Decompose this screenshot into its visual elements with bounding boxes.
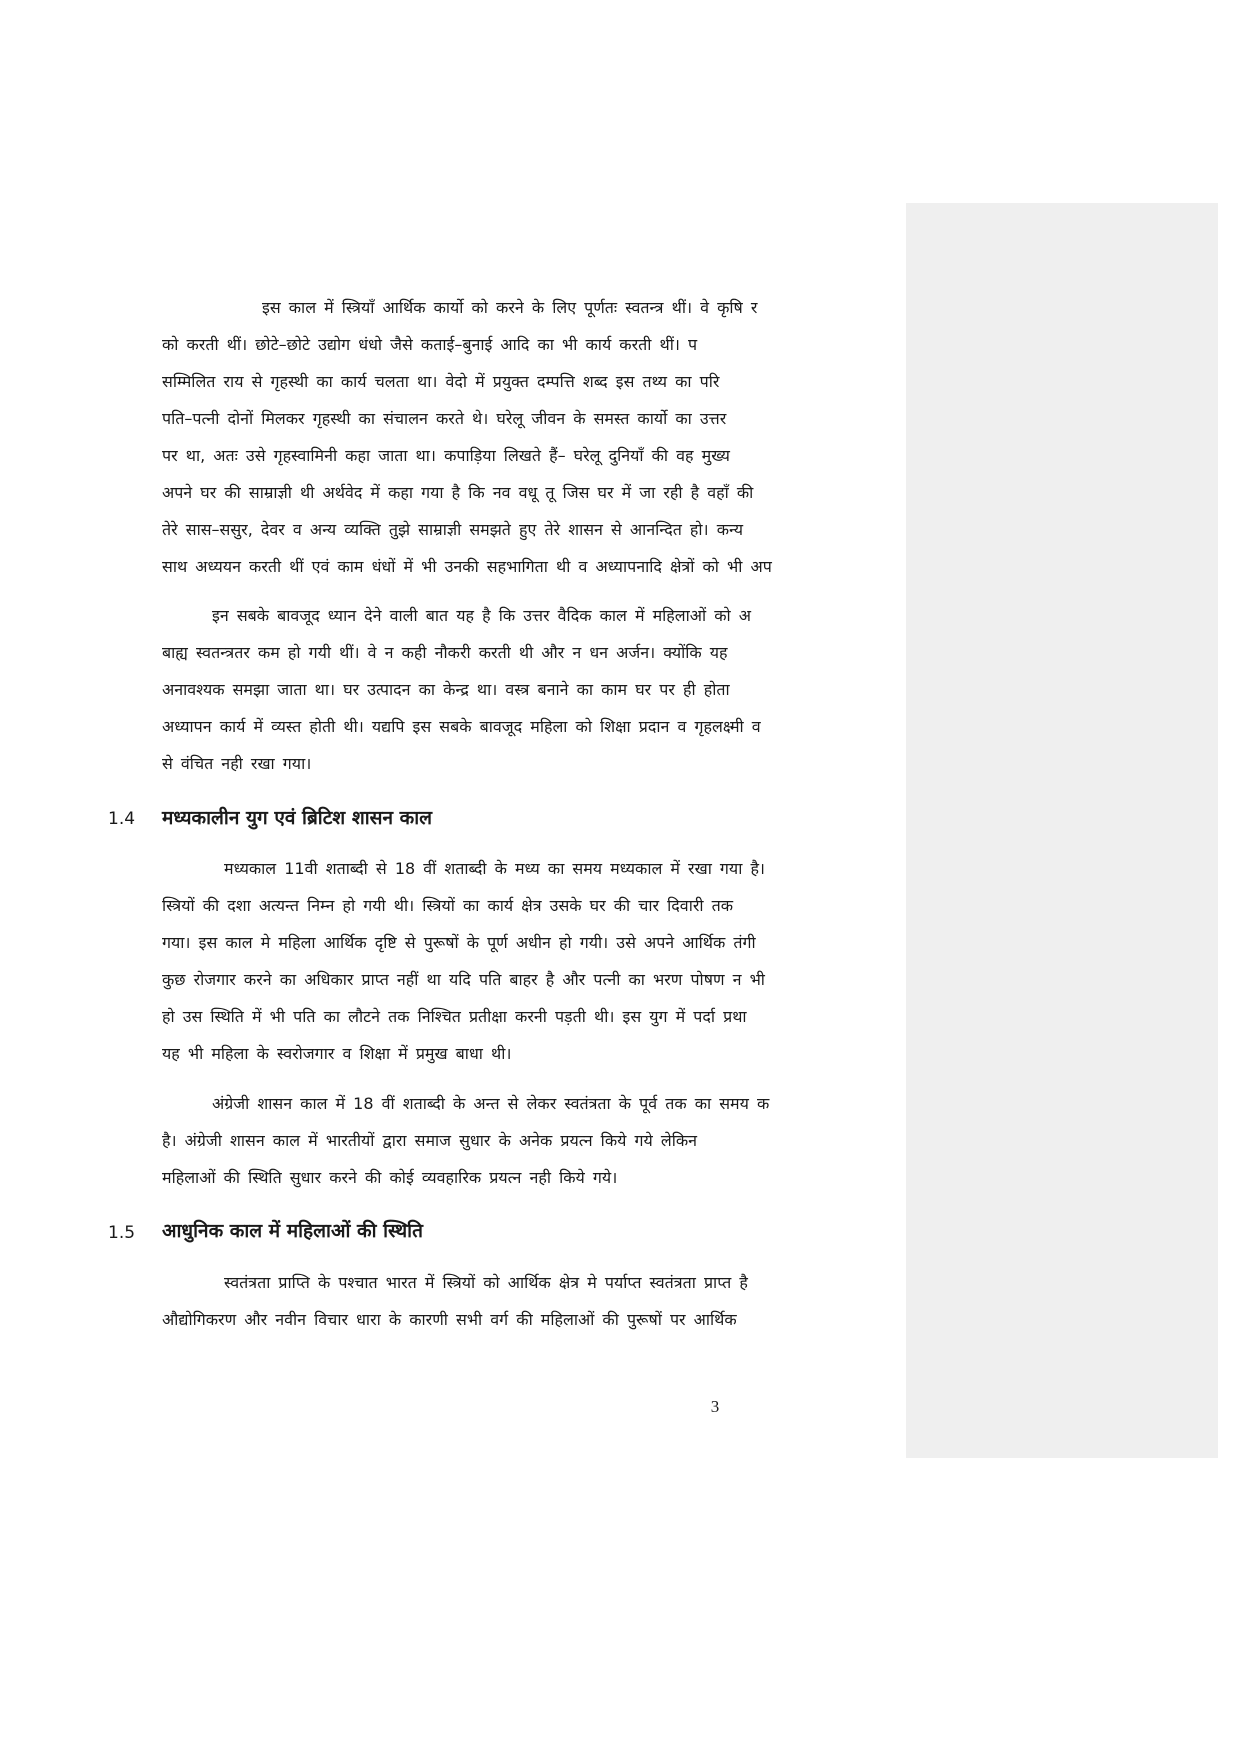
paragraph-line: पर था, अतः उसे गृहस्वामिनी कहा जाता था। कपाड़िया लिखते हैं– घरेलू दुनियॉं की वह मुख्य <box>162 446 730 465</box>
paragraph-line: से वंचित नही रखा गया। <box>162 754 312 773</box>
paragraph-line: यह भी महिला के स्वरोजगार व शिक्षा में प्रमुख बाधा थी। <box>162 1044 512 1063</box>
paragraph-line: अंग्रेजी शासन काल में 18 वीं शताब्दी के अन्त से लेकर स्वतंत्रता के पूर्व तक का समय क <box>212 1094 770 1113</box>
paragraph-line: पति–पत्नी दोनों मिलकर गृहस्थी का संचालन करते थे। घरेलू जीवन के समस्त कार्यो का उत्तर <box>162 409 727 428</box>
paragraph-line: महिलाओं की स्थिति सुधार करने की कोई व्यवहारिक प्रयत्न नही किये गये। <box>162 1168 618 1187</box>
paragraph-line: बाह्य स्वतन्त्रतर कम हो गयी थीं। वे न कही नौकरी करती थी और न धन अर्जन। क्योंकि यह <box>162 643 728 662</box>
paragraph-line: को करती थीं। छोटे–छोटे उद्योग धंधो जैसे कताई–बुनाई आदि का भी कार्य करती थीं। प <box>162 335 698 354</box>
page-number: 3 <box>710 1397 720 1416</box>
paragraph-line: अपने घर की साम्राज्ञी थी अर्थवेद में कहा गया है कि नव वधू तू जिस घर में जा रही है वहॉं की <box>162 483 754 502</box>
paragraph-line: अनावश्यक समझा जाता था। घर उत्पादन का केन्द्र था। वस्त्र बनाने का काम घर पर ही होता <box>162 680 730 699</box>
section-number: 1.4 <box>108 809 136 829</box>
paragraph-line: इन सबके बावजूद ध्यान देने वाली बात यह है कि उत्तर वैदिक काल में महिलाओं को अ <box>212 606 751 625</box>
paragraph-line: हो उस स्थिति में भी पति का लौटने तक निश्चित प्रतीक्षा करनी पड़ती थी। इस युग में पर्दा प्रथा <box>162 1007 747 1026</box>
section-heading: मध्यकालीन युग एवं ब्रिटिश शासन काल <box>162 807 433 829</box>
paragraph-line: औद्योगिकरण और नवीन विचार धारा के कारणी सभी वर्ग की महिलाओं की पुरूषों पर आर्थिक <box>162 1310 737 1329</box>
paragraph-line: सम्मिलित राय से गृहस्थी का कार्य चलता था। वेदो में प्रयुक्त दम्पत्ति शब्द इस तथ्य का परि <box>162 372 720 391</box>
section-heading: आधुनिक काल में महिलाओं की स्थिति <box>162 1220 423 1242</box>
paragraph-line: स्त्रियों की दशा अत्यन्त निम्न हो गयी थी। स्त्रियों का कार्य क्षेत्र उसके घर की चार दिवारी तक <box>162 896 734 915</box>
paragraph-line: है। अंग्रेजी शासन काल में भारतीयों द्वारा समाज सुधार के अनेक प्रयत्न किये गये लेकिन <box>162 1131 698 1150</box>
paragraph-line: कुछ रोजगार करने का अधिकार प्राप्त नहीं था यदि पति बाहर है और पत्नी का भरण पोषण न भी <box>162 970 765 989</box>
section-number: 1.5 <box>108 1223 136 1243</box>
paragraph-line: मध्यकाल 11वी शताब्दी से 18 वीं शताब्दी के मध्य का समय मध्यकाल में रखा गया है। <box>224 859 766 878</box>
paragraph-line: साथ अध्ययन करती थीं एवं काम धंधों में भी उनकी सहभागिता थी व अध्यापनादि क्षेत्रों को भी अप <box>162 557 772 576</box>
comment-margin-pane <box>906 203 1218 1458</box>
paragraph-line: इस काल में स्त्रियॉं आर्थिक कार्यो को करने के लिए पूर्णतः स्वतन्त्र थीं। वे कृषि र <box>262 298 758 317</box>
paragraph-line: स्वतंत्रता प्राप्ति के पश्चात भारत में स्त्रियों को आर्थिक क्षेत्र मे पर्याप्त स्वतंत्रता प्राप्त है <box>224 1273 748 1292</box>
paragraph-line: गया। इस काल मे महिला आर्थिक दृष्टि से पुरूषों के पूर्ण अधीन हो गयी। उसे अपने आर्थिक तंगी <box>162 933 756 952</box>
paragraph-line: अध्यापन कार्य में व्यस्त होती थी। यद्यपि इस सबके बावजूद महिला को शिक्षा प्रदान व गृहलक्ष्मी व <box>162 717 761 736</box>
paragraph-line: तेरे सास–ससुर, देवर व अन्य व्यक्ति तुझे साम्राज्ञी समझते हुए तेरे शासन से आनन्दित हो। कन्य <box>162 520 743 539</box>
